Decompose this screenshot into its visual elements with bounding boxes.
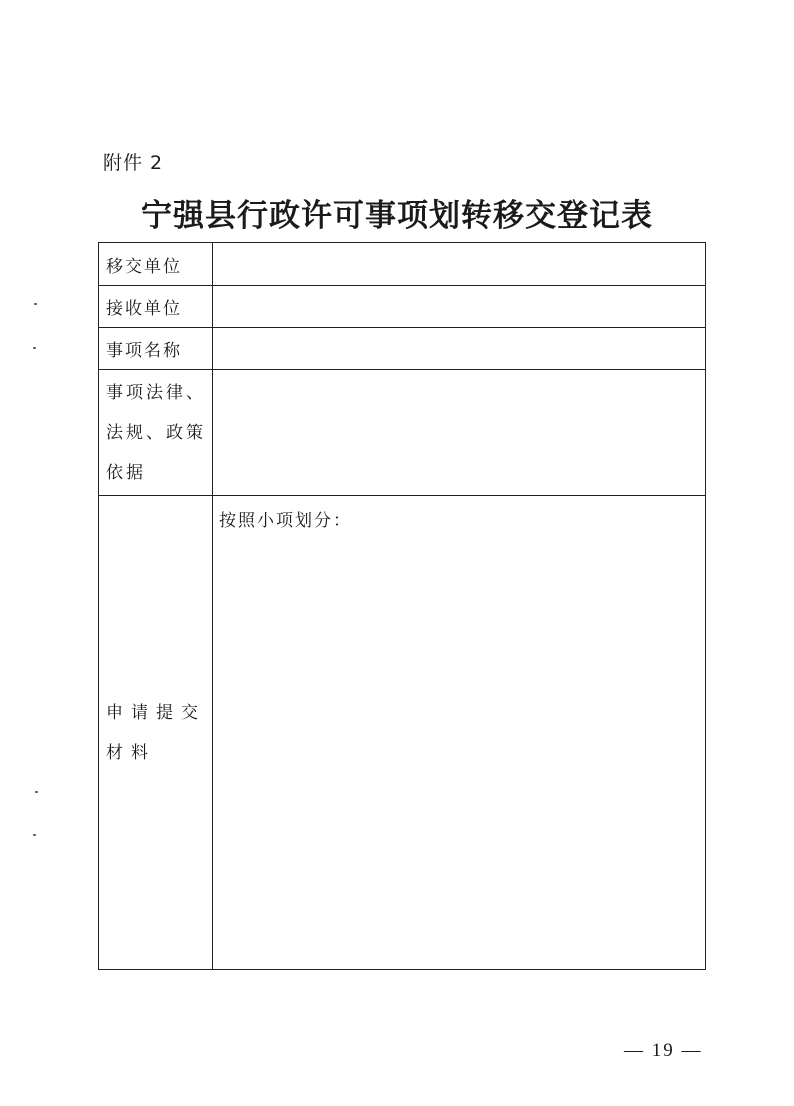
legal-basis-label: 事项法律、法规、政策依据	[99, 370, 213, 496]
receiving-unit-label: 接收单位	[99, 286, 213, 328]
page-number: — 19 —	[624, 1040, 703, 1061]
item-name-field[interactable]	[213, 328, 706, 370]
scan-speck	[33, 834, 36, 836]
scan-speck	[33, 347, 36, 349]
item-name-label: 事项名称	[99, 328, 213, 370]
scan-speck	[34, 303, 37, 305]
form-row-receiving-unit	[99, 286, 706, 328]
form-row-legal-basis	[99, 370, 706, 496]
attachment-label: 附件 2	[103, 152, 164, 174]
transfer-unit-label: 移交单位	[99, 243, 213, 286]
materials-note: 按照小项划分：	[219, 511, 352, 531]
receiving-unit-field[interactable]	[213, 286, 706, 328]
document-title: 宁强县行政许可事项划转移交登记表	[141, 198, 653, 234]
legal-basis-field[interactable]	[213, 370, 706, 496]
materials-field[interactable]	[213, 496, 706, 970]
form-row-transfer-unit	[99, 243, 706, 286]
registration-form-table	[98, 242, 706, 970]
scan-speck	[35, 791, 38, 793]
form-row-item-name	[99, 328, 706, 370]
form-row-materials	[99, 496, 706, 970]
materials-label: 申请提交材料	[99, 496, 213, 970]
transfer-unit-field[interactable]	[213, 243, 706, 286]
